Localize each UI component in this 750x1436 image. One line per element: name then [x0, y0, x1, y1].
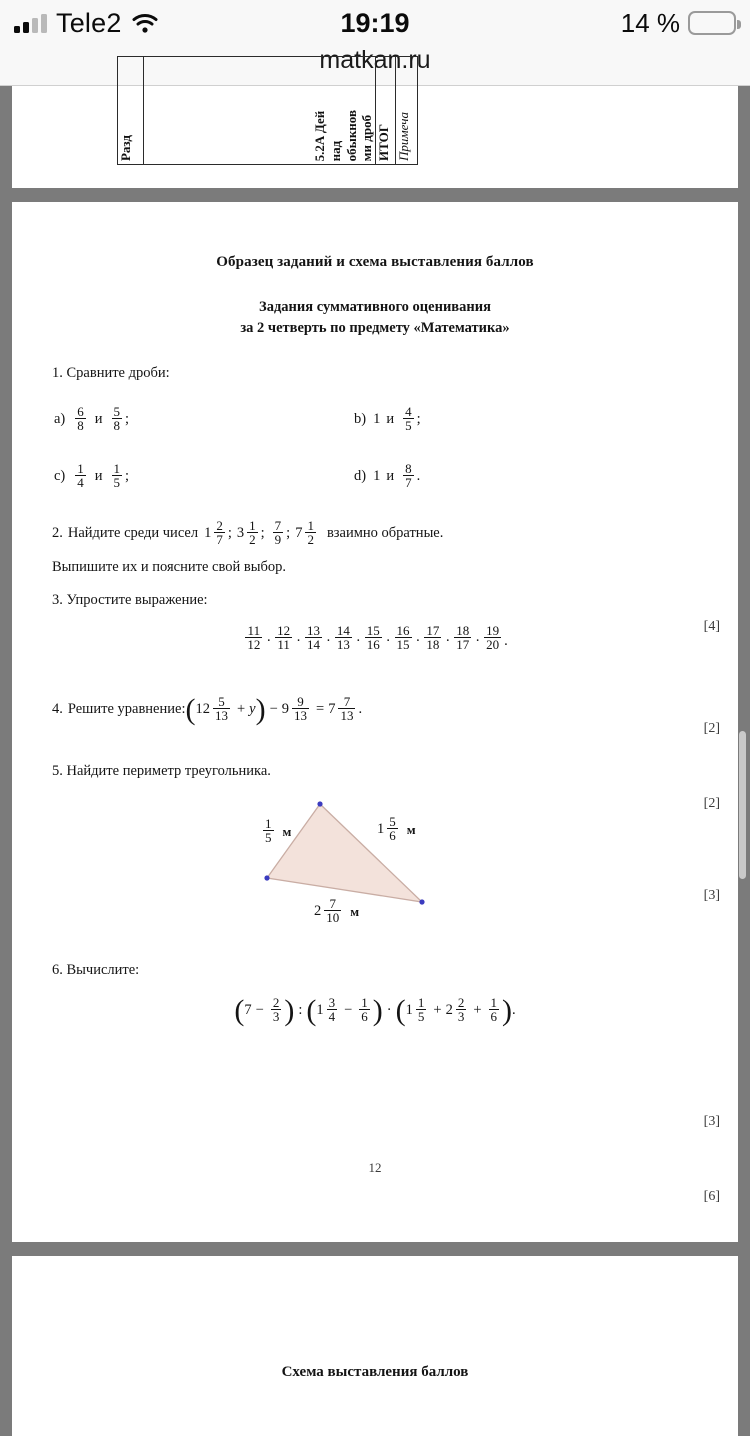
item-punct: ; [125, 468, 130, 485]
equals-op: = [316, 701, 325, 718]
ios-status-bar [0, 0, 750, 46]
vertex-top [317, 801, 322, 806]
question-5-prompt [52, 763, 698, 780]
question-1-item-d [354, 463, 698, 490]
signal-bars-icon [14, 13, 47, 33]
question-3-number: 3. [52, 592, 63, 609]
table-cell-topic [144, 57, 376, 165]
table-header-note: Примеча [396, 112, 411, 161]
mul-op: · [355, 633, 361, 650]
plus-op: + [236, 701, 246, 718]
vertex-right [419, 899, 424, 904]
item-punct: ; [416, 411, 421, 428]
table-header-razdel: Разд [118, 134, 133, 161]
table-header-topic-code: 5.2A Дей [312, 110, 328, 161]
status-bar-left [14, 8, 159, 39]
fraction-2-3: $\frac{2}{3}$ [272, 995, 280, 1025]
question-4-text: Решите уравнение: [67, 701, 186, 718]
mul-op: · [296, 633, 301, 650]
table-header-total: ИТОГ [376, 124, 391, 161]
conjunction: и [386, 468, 395, 485]
question-6-number: 6. [52, 962, 63, 979]
mul-op: · [266, 633, 272, 650]
url-text[interactable]: matkan.ru [319, 46, 431, 74]
marks-question-2: [2] [703, 721, 720, 736]
question-4-prompt [52, 692, 698, 726]
mixed-1-1-5: 1 $\frac{1}{5}$ [405, 995, 425, 1025]
expr-terminator: . [358, 701, 363, 718]
fraction-8-7: $\frac{8}{7}$ [405, 461, 412, 491]
question-3-prompt [52, 592, 698, 609]
minus-op: − [255, 1002, 264, 1019]
question-1-items [52, 406, 698, 490]
document-viewer[interactable] [0, 86, 750, 1380]
number-3-1-2: 3 $\frac{1}{2}$ ; [236, 518, 265, 548]
question-2-note: Выпишите их и поясните свой выбор. [52, 559, 286, 576]
whole-number: 1 [373, 468, 381, 485]
triangle-figure [52, 790, 698, 960]
page-subtitle [52, 297, 698, 339]
table-cell-section [118, 57, 144, 165]
mul-op: · [326, 633, 331, 650]
marks-question-6: [6] [703, 1189, 720, 1204]
factor-6: $\frac{16}{15}$ [396, 623, 410, 653]
question-6-prompt [52, 962, 698, 979]
expr-terminator: . [504, 633, 508, 650]
term-9-9-13: 9 $\frac{9}{13}$ [281, 694, 308, 724]
subtitle-line-2: за 2 четверть по предмету «Математика» [240, 320, 510, 337]
table-cell-note [396, 57, 418, 165]
battery-icon [688, 11, 736, 35]
side-label-bottom: 2 $\frac{7}{10}$ м [314, 896, 360, 926]
factor-4: $\frac{14}{13}$ [336, 623, 350, 653]
vertical-scrollbar[interactable] [739, 731, 746, 879]
side-label-left: $\frac{1}{5}$ м [265, 816, 292, 846]
paren-open: ( [185, 692, 196, 726]
mul-op: · [385, 633, 391, 650]
marks-question-4: [3] [703, 888, 720, 903]
item-label: c) [54, 468, 66, 485]
table-header-topic-l2: над [328, 140, 344, 161]
document-page-next [12, 1256, 738, 1436]
fraction-5-8: $\frac{5}{8}$ [113, 404, 121, 434]
fraction-4-5: $\frac{4}{5}$ [405, 404, 412, 434]
minus-op: − [344, 1002, 353, 1019]
divide-op: : [298, 1002, 303, 1019]
factor-7: $\frac{17}{18}$ [426, 623, 440, 653]
factor-2: $\frac{12}{11}$ [277, 623, 291, 653]
number-1-2-7: 1 $\frac{2}{7}$ ; [204, 518, 232, 548]
fraction-1-4: $\frac{1}{4}$ [77, 461, 84, 491]
whole-number: 1 [373, 411, 381, 428]
mul-op: · [445, 633, 451, 650]
fraction-1-6: $\frac{1}{6}$ [361, 995, 368, 1025]
page-title: Образец заданий и схема выставления баллов [216, 254, 534, 270]
page-number: 12 [368, 1160, 382, 1175]
next-page-heading: Схема выставления баллов [281, 1364, 469, 1380]
factor-3: $\frac{13}{14}$ [307, 623, 320, 653]
item-punct: . [416, 468, 421, 485]
question-5-number: 5. [52, 763, 63, 780]
question-2-text-post: взаимно обратные. [326, 525, 444, 542]
multiply-op: · [386, 1002, 392, 1019]
question-5-text: Найдите периметр треугольника. [66, 763, 271, 780]
item-label: d) [354, 468, 367, 485]
wifi-icon [131, 12, 159, 34]
fraction-6-8: $\frac{6}{8}$ [77, 404, 84, 434]
minus-op: − [269, 701, 278, 718]
variable-y: y [249, 701, 256, 718]
fraction-1-5: $\frac{1}{5}$ [113, 461, 121, 491]
conjunction: и [94, 468, 103, 485]
item-label: b) [354, 411, 367, 428]
question-1-item-a [54, 406, 354, 433]
number-7-9: $\frac{7}{9}$ ; [274, 518, 291, 548]
battery-percent-label: 14 % [620, 7, 680, 38]
factor-8: $\frac{18}{17}$ [456, 623, 470, 653]
clock-label: 19:19 [340, 7, 410, 38]
question-1-text: Сравните дроби: [66, 365, 170, 382]
status-bar-right [621, 8, 736, 39]
fraction-1-6-b: $\frac{1}{6}$ [490, 995, 497, 1025]
document-page-current [12, 202, 738, 1242]
question-2-text-pre: Найдите среди чисел [67, 525, 199, 542]
question-6-text: Вычислите: [66, 962, 140, 979]
question-4-number: 4. [52, 701, 63, 718]
question-6-expression: ( 7 − $\frac{2}{3}$ ) : ( 1 $\frac{3}{4}$ − $\frac{1}{6}$ ) · ( 1 $\frac{1}{5}$ + 2 $\frac{2}{3}$ + $\frac{1}{6}$ ) . [234, 993, 516, 1027]
marks-question-3: [2] [703, 796, 720, 811]
document-page-previous [12, 86, 738, 188]
table-header-topic-l3: обыкнов [343, 109, 359, 161]
paren-close: ) [255, 692, 266, 726]
q6-whole-7: 7 [244, 1002, 252, 1019]
factor-5: $\frac{15}{16}$ [366, 623, 380, 653]
question-1-item-b [354, 406, 698, 433]
expr-terminator: . [512, 1002, 516, 1019]
question-1-prompt [52, 365, 698, 382]
question-3-expression [52, 625, 698, 652]
carrier-label: Tele2 [56, 7, 122, 38]
term-7-7-13: 7 $\frac{7}{13}$ [328, 694, 354, 724]
plus-op: + [433, 1002, 442, 1019]
term-12-5-13: 12 $\frac{5}{13}$ [195, 694, 228, 724]
question-1-number: 1. [52, 365, 63, 382]
item-punct: ; [125, 411, 130, 428]
question-2-number: 2. [52, 525, 63, 542]
item-label: a) [54, 411, 66, 428]
table-cell-total [376, 57, 396, 165]
grading-table [117, 56, 418, 165]
conjunction: и [386, 411, 395, 428]
factor-9: $\frac{19}{20}$ [486, 623, 500, 653]
question-3-text: Упростите выражение: [66, 592, 208, 609]
question-1-item-c [54, 463, 354, 490]
question-2-prompt [52, 520, 698, 547]
conjunction: и [94, 411, 103, 428]
mixed-2-2-3: 2 $\frac{2}{3}$ [445, 995, 465, 1025]
subtitle-line-1: Задания суммативного оценивания [259, 299, 491, 315]
mul-op: · [415, 633, 421, 650]
vertex-left [264, 875, 269, 880]
marks-question-1: [4] [703, 619, 720, 634]
marks-question-5: [3] [703, 1114, 720, 1129]
mul-op: · [475, 633, 481, 650]
number-7-1-2: 7 $\frac{1}{2}$ [295, 518, 314, 548]
factor-1: $\frac{11}{12}$ [247, 623, 261, 653]
plus-op: + [473, 1002, 482, 1019]
mixed-1-3-4: 1 $\frac{3}{4}$ [316, 995, 336, 1025]
table-header-topic-l4: ми дроб [359, 114, 375, 161]
side-label-right: 1 $\frac{5}{6}$ м [377, 814, 416, 844]
